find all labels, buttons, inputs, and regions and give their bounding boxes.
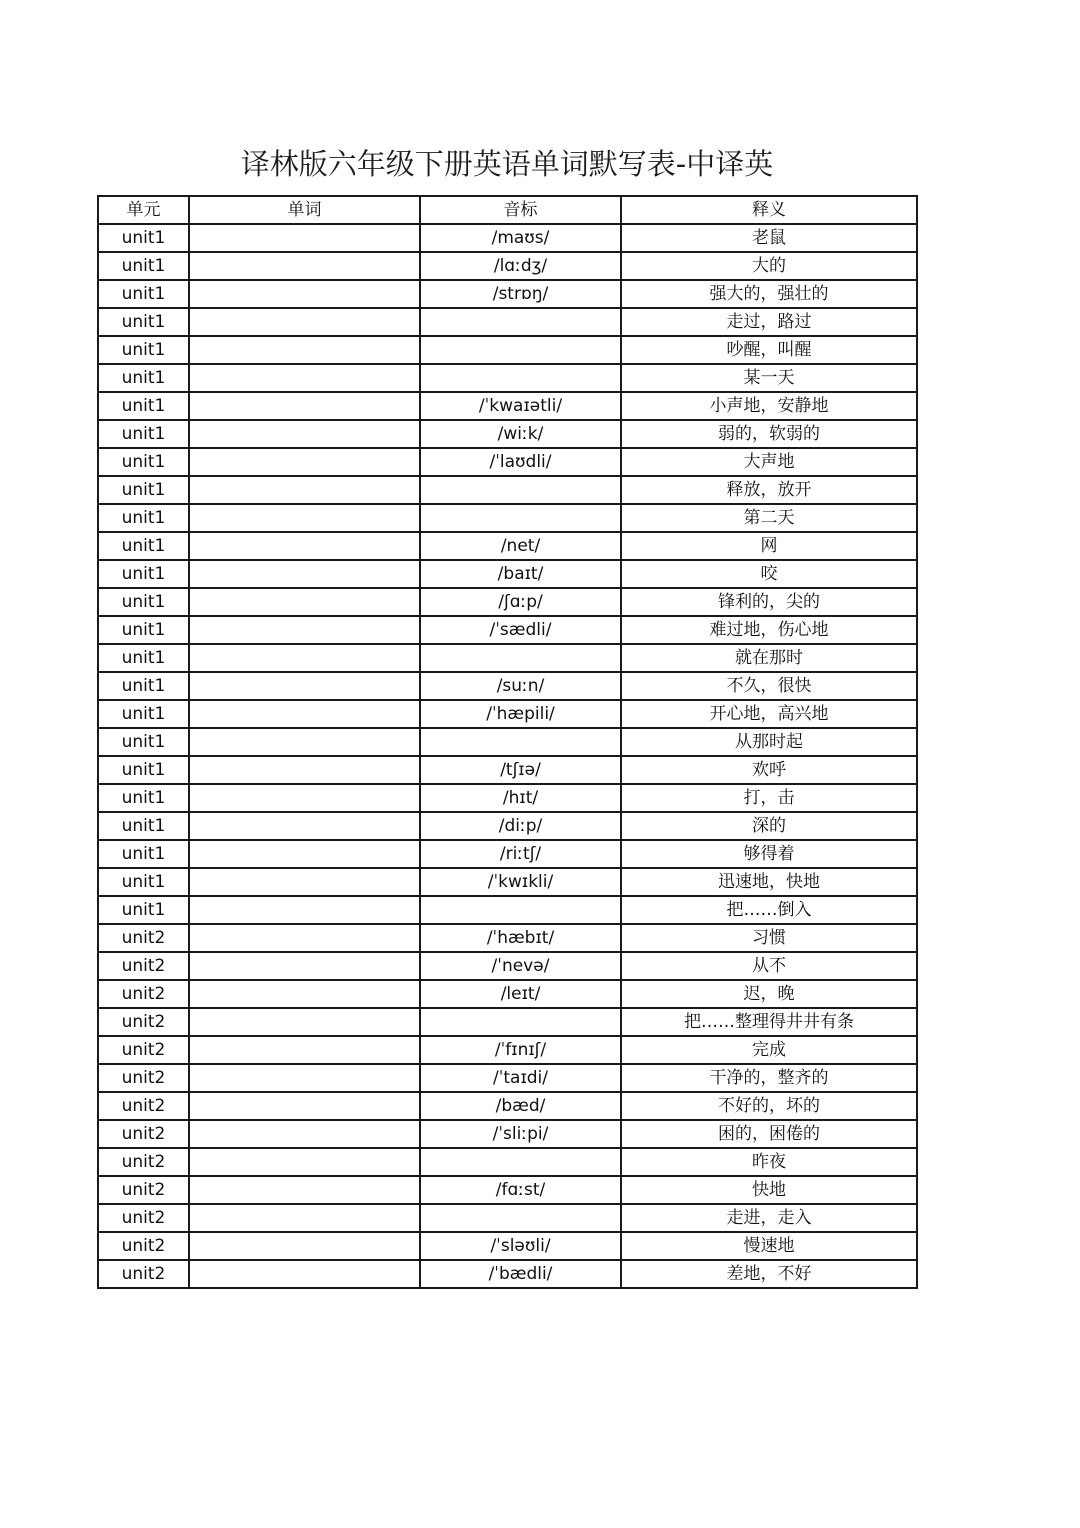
table-row (98, 392, 917, 420)
cell-unit: unit1 (98, 252, 189, 280)
cell-word-answer[interactable] (189, 504, 420, 532)
table-row (98, 616, 917, 644)
cell-word-answer[interactable] (189, 1204, 420, 1232)
table-row (98, 224, 917, 252)
cell-meaning: 把……整理得井井有条 (621, 1008, 917, 1036)
cell-unit: unit1 (98, 560, 189, 588)
cell-meaning: 完成 (621, 1036, 917, 1064)
cell-word-answer[interactable] (189, 896, 420, 924)
cell-meaning: 释放，放开 (621, 476, 917, 504)
cell-phonetic: /ˈbædli/ (420, 1260, 621, 1288)
cell-meaning: 强大的，强壮的 (621, 280, 917, 308)
cell-word-answer[interactable] (189, 1036, 420, 1064)
cell-meaning: 大的 (621, 252, 917, 280)
table-row (98, 532, 917, 560)
table-row (98, 644, 917, 672)
header-meaning: 释义 (621, 196, 917, 224)
table-row (98, 476, 917, 504)
cell-word-answer[interactable] (189, 1232, 420, 1260)
cell-phonetic: /ˈsliːpi/ (420, 1120, 621, 1148)
cell-phonetic: /ˈtaɪdi/ (420, 1064, 621, 1092)
cell-unit: unit2 (98, 924, 189, 952)
cell-unit: unit1 (98, 644, 189, 672)
table-row (98, 280, 917, 308)
cell-unit: unit2 (98, 1204, 189, 1232)
cell-meaning: 大声地 (621, 448, 917, 476)
cell-phonetic: /baɪt/ (420, 560, 621, 588)
cell-phonetic: /ˈfɪnɪʃ/ (420, 1036, 621, 1064)
cell-phonetic: /leɪt/ (420, 980, 621, 1008)
cell-meaning: 锋利的，尖的 (621, 588, 917, 616)
cell-meaning: 够得着 (621, 840, 917, 868)
cell-unit: unit2 (98, 1176, 189, 1204)
cell-unit: unit1 (98, 588, 189, 616)
cell-unit: unit1 (98, 840, 189, 868)
cell-word-answer[interactable] (189, 308, 420, 336)
cell-meaning: 从不 (621, 952, 917, 980)
cell-unit: unit1 (98, 448, 189, 476)
cell-meaning: 习惯 (621, 924, 917, 952)
cell-meaning: 昨夜 (621, 1148, 917, 1176)
vocabulary-table (97, 195, 918, 1289)
cell-phonetic: /lɑːdʒ/ (420, 252, 621, 280)
cell-meaning: 欢呼 (621, 756, 917, 784)
cell-word-answer[interactable] (189, 1148, 420, 1176)
cell-word-answer[interactable] (189, 784, 420, 812)
cell-phonetic: /ˈsləʊli/ (420, 1232, 621, 1260)
cell-unit: unit1 (98, 532, 189, 560)
table-row (98, 1036, 917, 1064)
cell-phonetic: /fɑːst/ (420, 1176, 621, 1204)
cell-phonetic: /ˈnevə/ (420, 952, 621, 980)
table-row (98, 308, 917, 336)
cell-word-answer[interactable] (189, 756, 420, 784)
cell-unit: unit2 (98, 1232, 189, 1260)
cell-meaning: 不好的，坏的 (621, 1092, 917, 1120)
cell-phonetic: /ˈhæpili/ (420, 700, 621, 728)
cell-unit: unit1 (98, 280, 189, 308)
cell-meaning: 第二天 (621, 504, 917, 532)
table-row (98, 756, 917, 784)
cell-unit: unit2 (98, 1064, 189, 1092)
cell-meaning: 开心地，高兴地 (621, 700, 917, 728)
cell-unit: unit2 (98, 1036, 189, 1064)
cell-phonetic: /ˈkwaɪətli/ (420, 392, 621, 420)
cell-meaning: 难过地，伤心地 (621, 616, 917, 644)
cell-meaning: 咬 (621, 560, 917, 588)
table-row (98, 588, 917, 616)
header-unit: 单元 (98, 196, 189, 224)
cell-phonetic (420, 476, 621, 504)
cell-unit: unit1 (98, 504, 189, 532)
cell-meaning: 差地，不好 (621, 1260, 917, 1288)
cell-meaning: 深的 (621, 812, 917, 840)
cell-phonetic: /hɪt/ (420, 784, 621, 812)
table-row (98, 1120, 917, 1148)
cell-word-answer[interactable] (189, 588, 420, 616)
table-row (98, 1232, 917, 1260)
table-row (98, 728, 917, 756)
table-row (98, 672, 917, 700)
table-row (98, 1204, 917, 1232)
cell-word-answer[interactable] (189, 812, 420, 840)
header-phonetic: 音标 (420, 196, 621, 224)
table-row (98, 924, 917, 952)
cell-word-answer[interactable] (189, 672, 420, 700)
cell-word-answer[interactable] (189, 924, 420, 952)
cell-word-answer[interactable] (189, 560, 420, 588)
cell-meaning: 从那时起 (621, 728, 917, 756)
cell-word-answer[interactable] (189, 252, 420, 280)
cell-phonetic (420, 644, 621, 672)
cell-meaning: 把……倒入 (621, 896, 917, 924)
cell-phonetic: /wiːk/ (420, 420, 621, 448)
cell-phonetic: /ʃɑːp/ (420, 588, 621, 616)
cell-phonetic (420, 504, 621, 532)
table-row (98, 1148, 917, 1176)
cell-unit: unit2 (98, 1120, 189, 1148)
cell-unit: unit1 (98, 700, 189, 728)
table-row (98, 364, 917, 392)
table-row (98, 560, 917, 588)
cell-unit: unit2 (98, 980, 189, 1008)
cell-meaning: 走过，路过 (621, 308, 917, 336)
cell-unit: unit1 (98, 756, 189, 784)
cell-unit: unit2 (98, 1260, 189, 1288)
table-row (98, 784, 917, 812)
cell-phonetic (420, 336, 621, 364)
cell-word-answer[interactable] (189, 280, 420, 308)
cell-unit: unit1 (98, 616, 189, 644)
cell-word-answer[interactable] (189, 1176, 420, 1204)
table-row (98, 1064, 917, 1092)
table-row (98, 952, 917, 980)
cell-word-answer[interactable] (189, 1064, 420, 1092)
cell-unit: unit2 (98, 1148, 189, 1176)
cell-word-answer[interactable] (189, 644, 420, 672)
cell-meaning: 迟，晚 (621, 980, 917, 1008)
cell-word-answer[interactable] (189, 840, 420, 868)
cell-word-answer[interactable] (189, 1092, 420, 1120)
cell-phonetic: /strɒŋ/ (420, 280, 621, 308)
table-row (98, 1008, 917, 1036)
cell-meaning: 吵醒，叫醒 (621, 336, 917, 364)
cell-unit: unit1 (98, 308, 189, 336)
table-row (98, 420, 917, 448)
cell-unit: unit1 (98, 224, 189, 252)
table-row (98, 448, 917, 476)
cell-phonetic: /diːp/ (420, 812, 621, 840)
cell-word-answer[interactable] (189, 420, 420, 448)
cell-meaning: 就在那时 (621, 644, 917, 672)
table-row (98, 700, 917, 728)
cell-word-answer[interactable] (189, 392, 420, 420)
table-header-row (98, 196, 917, 224)
cell-phonetic (420, 1204, 621, 1232)
cell-unit: unit1 (98, 812, 189, 840)
cell-word-answer[interactable] (189, 980, 420, 1008)
page-title: 译林版六年级下册英语单词默写表-中译英 (240, 147, 774, 181)
cell-meaning: 困的，困倦的 (621, 1120, 917, 1148)
cell-meaning: 快地 (621, 1176, 917, 1204)
cell-word-answer[interactable] (189, 224, 420, 252)
cell-word-answer[interactable] (189, 1260, 420, 1288)
cell-unit: unit1 (98, 420, 189, 448)
cell-phonetic (420, 1008, 621, 1036)
cell-meaning: 某一天 (621, 364, 917, 392)
cell-word-answer[interactable] (189, 476, 420, 504)
cell-word-answer[interactable] (189, 728, 420, 756)
cell-meaning: 干净的，整齐的 (621, 1064, 917, 1092)
cell-phonetic: /suːn/ (420, 672, 621, 700)
cell-phonetic: /ˈsædli/ (420, 616, 621, 644)
cell-unit: unit1 (98, 392, 189, 420)
cell-phonetic: /ˈlaʊdli/ (420, 448, 621, 476)
cell-word-answer[interactable] (189, 364, 420, 392)
cell-phonetic (420, 728, 621, 756)
cell-phonetic: /ˈhæbɪt/ (420, 924, 621, 952)
cell-unit: unit1 (98, 476, 189, 504)
cell-word-answer[interactable] (189, 952, 420, 980)
cell-word-answer[interactable] (189, 336, 420, 364)
cell-unit: unit1 (98, 896, 189, 924)
cell-unit: unit2 (98, 952, 189, 980)
cell-phonetic: /riːtʃ/ (420, 840, 621, 868)
cell-meaning: 网 (621, 532, 917, 560)
table-body (98, 224, 917, 1288)
cell-phonetic (420, 1148, 621, 1176)
cell-word-answer[interactable] (189, 1120, 420, 1148)
cell-phonetic: /tʃɪə/ (420, 756, 621, 784)
table-row (98, 1176, 917, 1204)
table-row (98, 812, 917, 840)
cell-unit: unit2 (98, 1092, 189, 1120)
cell-phonetic: /ˈkwɪkli/ (420, 868, 621, 896)
cell-word-answer[interactable] (189, 532, 420, 560)
cell-unit: unit1 (98, 868, 189, 896)
table-row (98, 868, 917, 896)
cell-word-answer[interactable] (189, 616, 420, 644)
cell-word-answer[interactable] (189, 1008, 420, 1036)
cell-meaning: 老鼠 (621, 224, 917, 252)
table-row (98, 252, 917, 280)
cell-meaning: 不久，很快 (621, 672, 917, 700)
table-row (98, 980, 917, 1008)
cell-phonetic: /net/ (420, 532, 621, 560)
cell-meaning: 打，击 (621, 784, 917, 812)
cell-unit: unit1 (98, 336, 189, 364)
table-row (98, 504, 917, 532)
header-word: 单词 (189, 196, 420, 224)
table-row (98, 896, 917, 924)
cell-phonetic (420, 896, 621, 924)
table-row (98, 336, 917, 364)
cell-phonetic (420, 308, 621, 336)
cell-phonetic: /bæd/ (420, 1092, 621, 1120)
cell-unit: unit1 (98, 672, 189, 700)
cell-unit: unit1 (98, 728, 189, 756)
table-row (98, 1092, 917, 1120)
cell-meaning: 走进，走入 (621, 1204, 917, 1232)
cell-meaning: 慢速地 (621, 1232, 917, 1260)
table-row (98, 1260, 917, 1288)
cell-meaning: 迅速地，快地 (621, 868, 917, 896)
cell-word-answer[interactable] (189, 700, 420, 728)
cell-phonetic (420, 364, 621, 392)
cell-meaning: 小声地，安静地 (621, 392, 917, 420)
cell-unit: unit1 (98, 784, 189, 812)
cell-word-answer[interactable] (189, 448, 420, 476)
cell-phonetic: /maʊs/ (420, 224, 621, 252)
table-row (98, 840, 917, 868)
cell-word-answer[interactable] (189, 868, 420, 896)
cell-unit: unit2 (98, 1008, 189, 1036)
cell-meaning: 弱的，软弱的 (621, 420, 917, 448)
cell-unit: unit1 (98, 364, 189, 392)
